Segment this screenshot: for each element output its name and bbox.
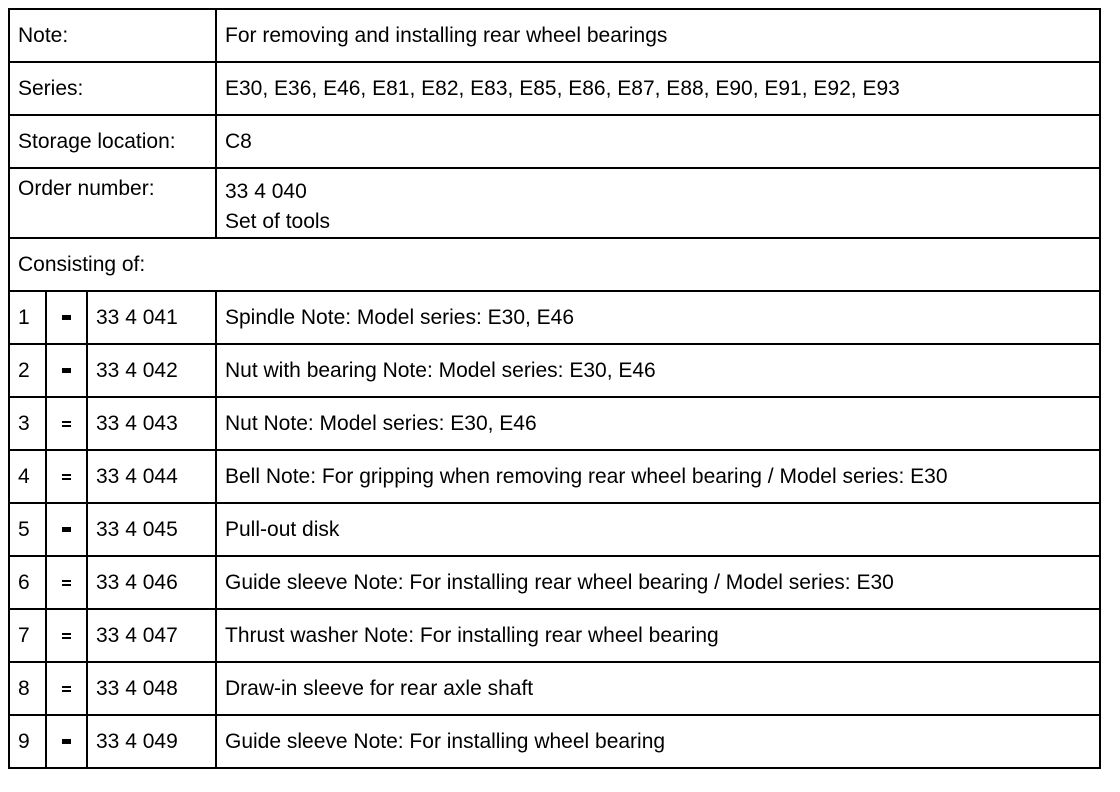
equals-mark-icon (62, 580, 71, 586)
order-row (9, 168, 1100, 238)
item-description: Nut with bearing Note: Model series: E30, E46 (216, 344, 1100, 397)
item-part-number: 33 4 043 (87, 397, 216, 450)
item-mark (46, 556, 87, 609)
order-value (216, 168, 1100, 238)
item-mark (46, 662, 87, 715)
note-value: For removing and installing rear wheel bearings (216, 9, 1100, 62)
item-mark (46, 344, 87, 397)
item-mark (46, 450, 87, 503)
table-row (9, 662, 1100, 715)
bar-mark-icon (62, 368, 71, 373)
item-number: 4 (9, 450, 46, 503)
item-part-number: 33 4 047 (87, 609, 216, 662)
consisting-label: Consisting of: (9, 238, 1100, 291)
item-description: Guide sleeve Note: For installing wheel bearing (216, 715, 1100, 768)
item-number: 3 (9, 397, 46, 450)
equals-mark-icon (62, 474, 71, 480)
item-description: Guide sleeve Note: For installing rear wheel bearing / Model series: E30 (216, 556, 1100, 609)
bar-mark-icon (62, 739, 71, 744)
item-number: 7 (9, 609, 46, 662)
series-value: E30, E36, E46, E81, E82, E83, E85, E86, E87, E88, E90, E91, E92, E93 (216, 62, 1100, 115)
items-body (9, 291, 1100, 768)
order-label: Order number: (9, 168, 216, 238)
table-row (9, 397, 1100, 450)
equals-mark-icon (62, 633, 71, 639)
item-part-number: 33 4 045 (87, 503, 216, 556)
item-description: Nut Note: Model series: E30, E46 (216, 397, 1100, 450)
item-description: Spindle Note: Model series: E30, E46 (216, 291, 1100, 344)
note-row (9, 9, 1100, 62)
table-row (9, 556, 1100, 609)
item-description: Thrust washer Note: For installing rear wheel bearing (216, 609, 1100, 662)
item-description: Draw-in sleeve for rear axle shaft (216, 662, 1100, 715)
table-row (9, 609, 1100, 662)
order-number: 33 4 040 (225, 180, 307, 203)
item-mark (46, 291, 87, 344)
item-number: 8 (9, 662, 46, 715)
item-part-number: 33 4 049 (87, 715, 216, 768)
item-mark (46, 609, 87, 662)
item-number: 9 (9, 715, 46, 768)
item-mark (46, 715, 87, 768)
item-number: 1 (9, 291, 46, 344)
series-row (9, 62, 1100, 115)
item-description: Pull-out disk (216, 503, 1100, 556)
item-part-number: 33 4 048 (87, 662, 216, 715)
bar-mark-icon (62, 527, 71, 532)
equals-mark-icon (62, 686, 71, 692)
tool-set-table (8, 8, 1101, 769)
table-row (9, 450, 1100, 503)
storage-label: Storage location: (9, 115, 216, 168)
item-number: 5 (9, 503, 46, 556)
item-number: 2 (9, 344, 46, 397)
order-description: Set of tools (225, 210, 331, 233)
item-number: 6 (9, 556, 46, 609)
storage-value: C8 (216, 115, 1100, 168)
item-part-number: 33 4 044 (87, 450, 216, 503)
note-label: Note: (9, 9, 216, 62)
item-part-number: 33 4 046 (87, 556, 216, 609)
table-row (9, 503, 1100, 556)
table-row (9, 291, 1100, 344)
item-description: Bell Note: For gripping when removing rear wheel bearing / Model series: E30 (216, 450, 1100, 503)
storage-row (9, 115, 1100, 168)
item-part-number: 33 4 042 (87, 344, 216, 397)
table-row (9, 715, 1100, 768)
item-part-number: 33 4 041 (87, 291, 216, 344)
item-mark (46, 503, 87, 556)
bar-mark-icon (62, 315, 71, 320)
equals-mark-icon (62, 421, 71, 427)
consisting-row (9, 238, 1100, 291)
item-mark (46, 397, 87, 450)
table-row (9, 344, 1100, 397)
series-label: Series: (9, 62, 216, 115)
